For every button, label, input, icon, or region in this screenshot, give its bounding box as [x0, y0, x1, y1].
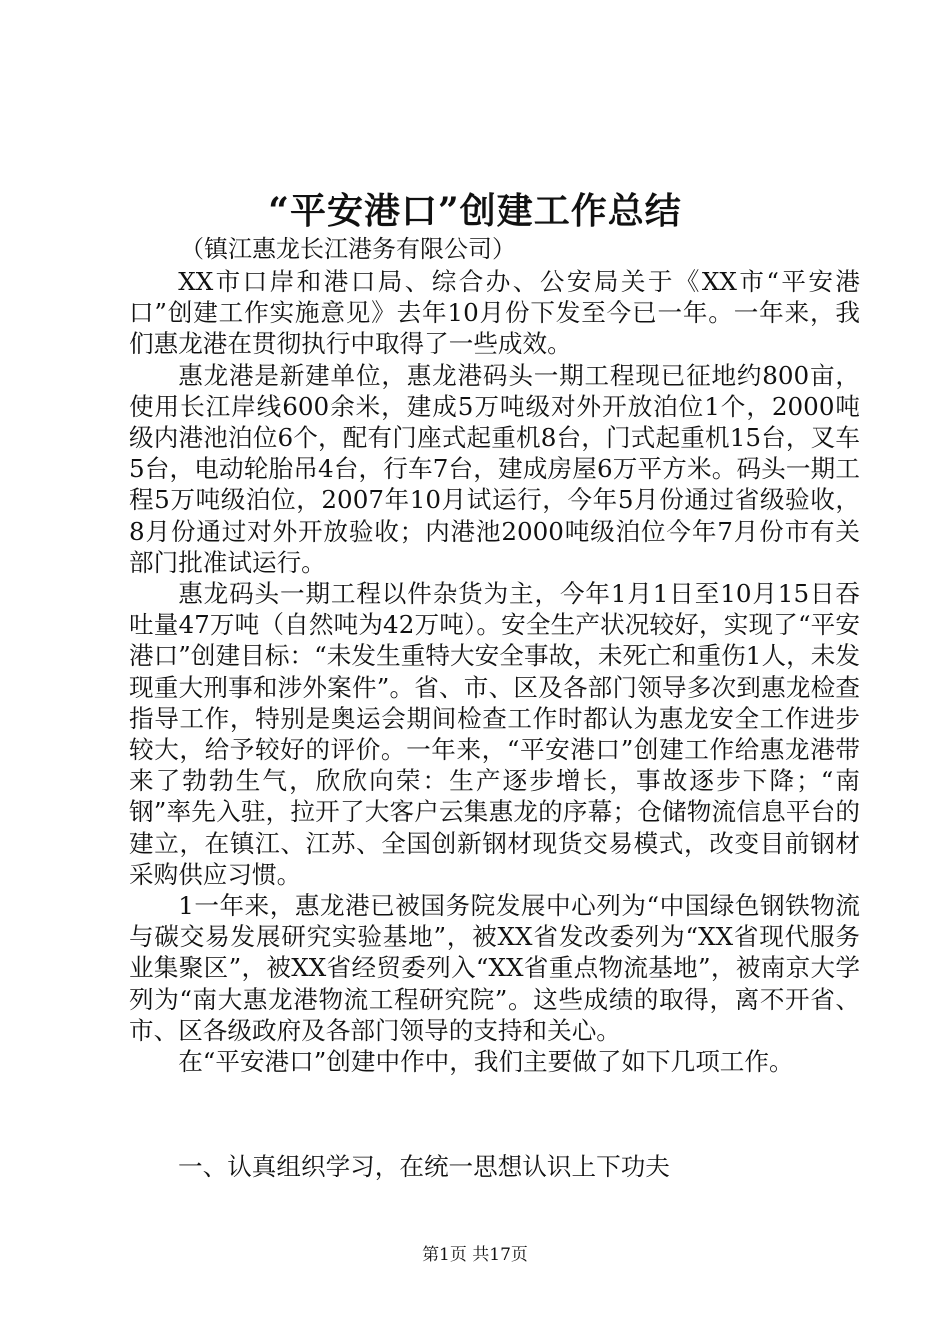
page-total: 共17页	[472, 1245, 528, 1265]
section-heading: 一、认真组织学习，在统一思想认识上下功夫	[178, 1152, 670, 1181]
document-subtitle: （镇江惠龙长江港务有限公司）	[180, 235, 516, 263]
paragraph: 惠龙码头一期工程以件杂货为主，今年1月1日至10月15日吞吐量47万吨（自然吨为42万吨）。安全生产状况较好，实现了“平安港口”创建目标：“未发生重特大安全事故，未死亡和重伤1人，未发现重大刑事和涉外案件”。省、市、区及各部门领导多次到惠龙检查指导工作，特别是奥运会期间检查工作时都认为惠龙安全工作进步较大，给予较好的评价。一年来，“平安港口”创建工作给惠龙港带来了勃勃生气，欣欣向荣：生产逐步增长，事故逐步下降；“南钢”率先入驻，拉开了大客户云集惠龙的序幕；仓储物流信息平台的建立，在镇江、江苏、全国创新钢材现货交易模式，改变目前钢材采购供应习惯。	[129, 579, 860, 889]
paragraph: 1一年来，惠龙港已被国务院发展中心列为“中国绿色钢铁物流与碳交易发展研究实验基地”，被XX省发改委列为“XX省现代服务业集聚区”，被XX省经贸委列入“XX省重点物流基地”，被南京大学列为“南大惠龙港物流工程研究院”。这些成绩的取得，离不开省、市、区各级政府及各部门领导的支持和关心。	[129, 891, 860, 1045]
paragraph: 惠龙港是新建单位，惠龙港码头一期工程现已征地约800亩，使用长江岸线600余米，建成5万吨级对外开放泊位1个，2000吨级内港池泊位6个，配有门座式起重机8台，门式起重机15台，叉车5台，电动轮胎吊4台，行车7台，建成房屋6万平方米。码头一期工程5万吨级泊位，2007年10月试运行，今年5月份通过省级验收，8月份通过对外开放验收；内港池2000吨级泊位今年7月份市有关部门批准试运行。	[129, 360, 860, 577]
document-body	[129, 266, 860, 1077]
page-footer	[0, 1243, 950, 1267]
paragraph: 在“平安港口”创建中作中，我们主要做了如下几项工作。	[178, 1047, 794, 1077]
page-number: 第1页	[422, 1245, 467, 1265]
paragraph: XX市口岸和港口局、综合办、公安局关于《XX市“平安港口”创建工作实施意见》去年10月份下发至今已一年。一年来，我们惠龙港在贯彻执行中取得了一些成效。	[129, 267, 860, 359]
document-title: “平安港口”创建工作总结	[268, 190, 682, 232]
